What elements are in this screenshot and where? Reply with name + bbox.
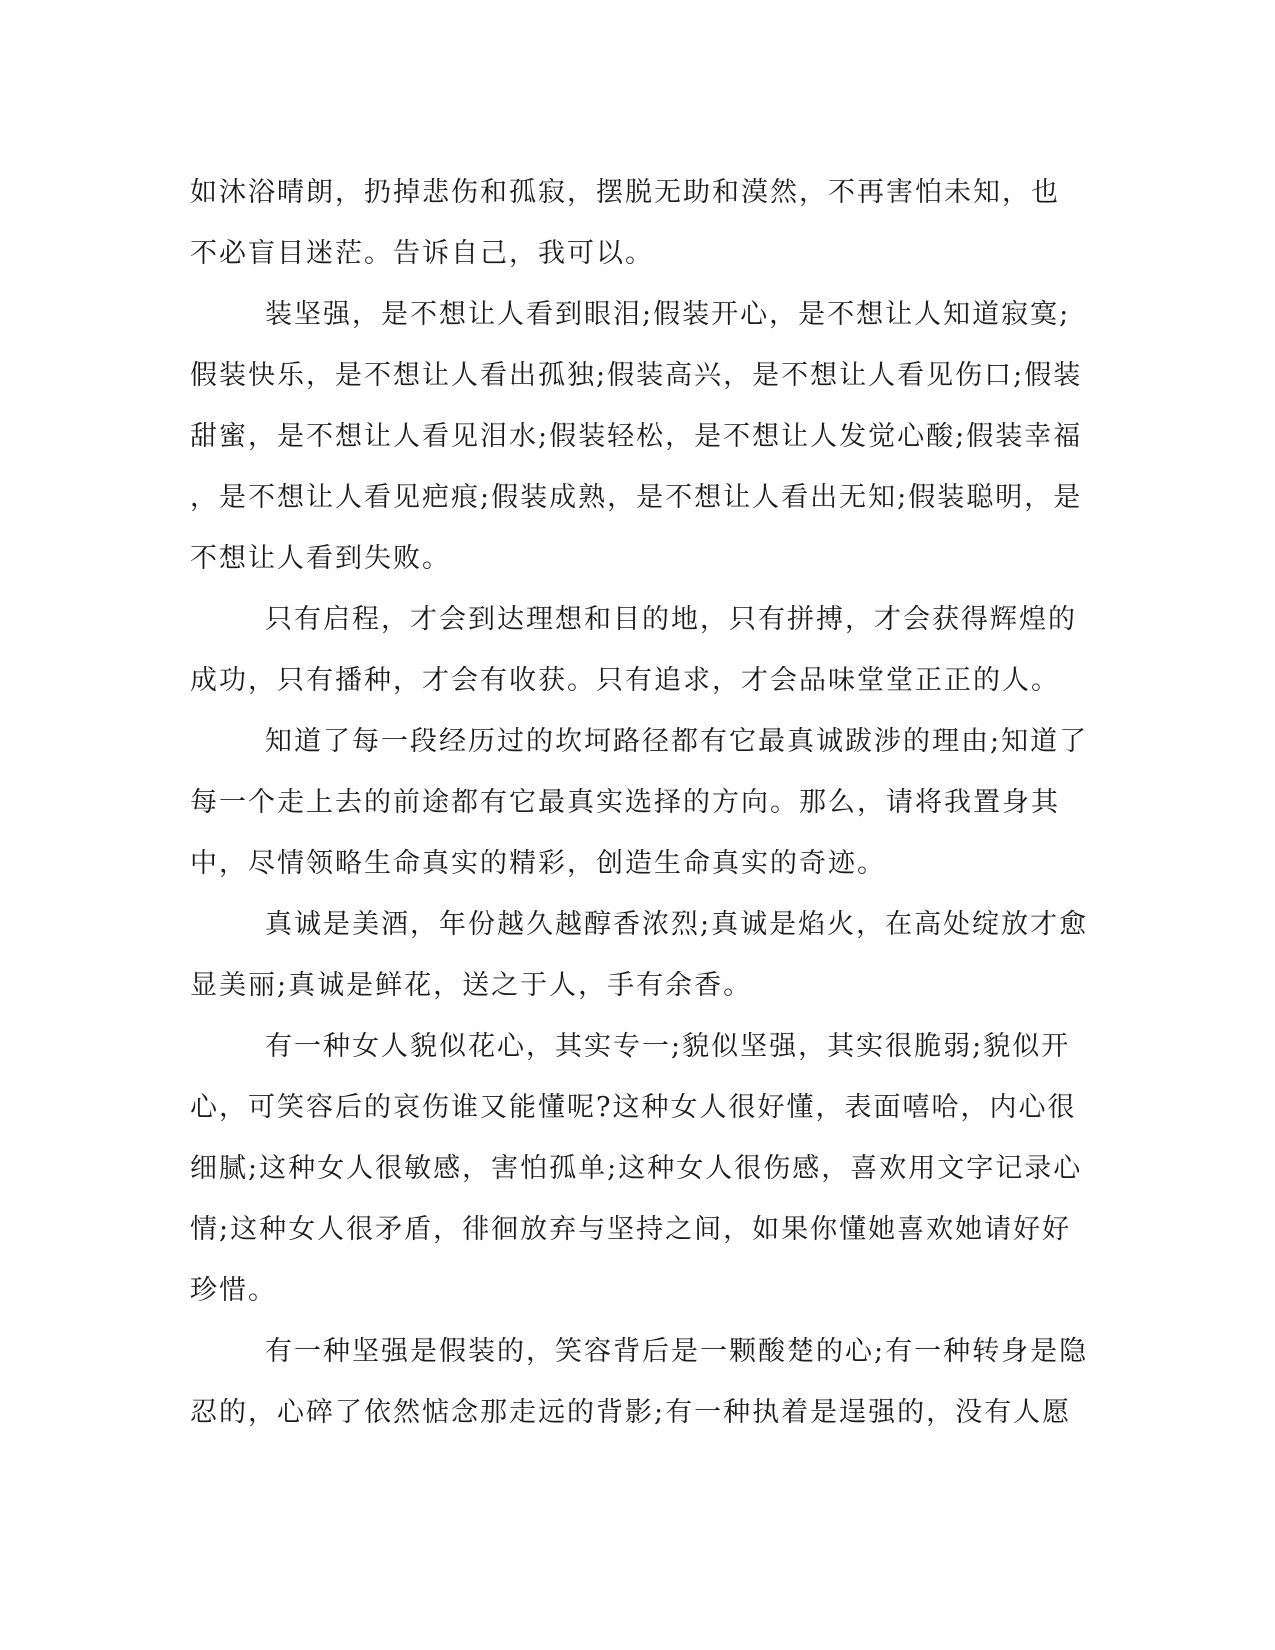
- text-line: 显美丽;真诚是鲜花，送之于人，手有余香。: [190, 970, 753, 1001]
- text-line: 有一种坚强是假装的，笑容背后是一颗酸楚的心;有一种转身是隐: [265, 1336, 1089, 1367]
- text-line: 不想让人看到失败。: [190, 543, 451, 574]
- text-line: 有一种女人貌似花心，其实专一;貌似坚强，其实很脆弱;貌似开: [265, 1031, 1071, 1062]
- text-line: 只有启程，才会到达理想和目的地，只有拼搏，才会获得辉煌的: [265, 604, 1077, 635]
- text-line: 不必盲目迷茫。告诉自己，我可以。: [190, 238, 654, 269]
- text-line: 情;这种女人很矛盾，徘徊放弃与坚持之间，如果你懂她喜欢她请好好: [190, 1214, 1072, 1245]
- text-line: 成功，只有播种，才会有收获。只有追求，才会品味堂堂正正的人。: [190, 665, 1060, 696]
- text-line: 珍惜。: [190, 1275, 277, 1306]
- text-line: 真诚是美酒，年份越久越醇香浓烈;真诚是焰火，在高处绽放才愈: [265, 909, 1089, 940]
- text-line: 忍的，心碎了依然惦念那走远的背影;有一种执着是逞强的，没有人愿: [190, 1397, 1072, 1428]
- text-line: 知道了每一段经历过的坎坷路径都有它最真诚跋涉的理由;知道了: [265, 726, 1089, 757]
- text-line: 中，尽情领略生命真实的精彩，创造生命真实的奇迹。: [190, 848, 886, 879]
- text-line: 心，可笑容后的哀伤谁又能懂呢?这种女人很好懂，表面嘻哈，内心很: [190, 1092, 1077, 1123]
- text-line: 装坚强，是不想让人看到眼泪;假装开心，是不想让人知道寂寞;: [265, 299, 1071, 330]
- text-line: 假装快乐，是不想让人看出孤独;假装高兴，是不想让人看见伤口;假装: [190, 360, 1083, 391]
- text-line: 甜蜜，是不想让人看见泪水;假装轻松，是不想让人发觉心酸;假装幸福: [190, 421, 1083, 452]
- document-body: [190, 162, 1090, 1443]
- text-line: 如沐浴晴朗，扔掉悲伤和孤寂，摆脱无助和漠然，不再害怕未知，也: [190, 177, 1060, 208]
- text-line: ，是不想让人看见疤痕;假装成熟，是不想让人看出无知;假装聪明，是: [190, 482, 1083, 513]
- text-line: 每一个走上去的前途都有它最真实选择的方向。那么，请将我置身其: [190, 787, 1060, 818]
- text-line: 细腻;这种女人很敏感，害怕孤单;这种女人很伤感，喜欢用文字记录心: [190, 1153, 1083, 1184]
